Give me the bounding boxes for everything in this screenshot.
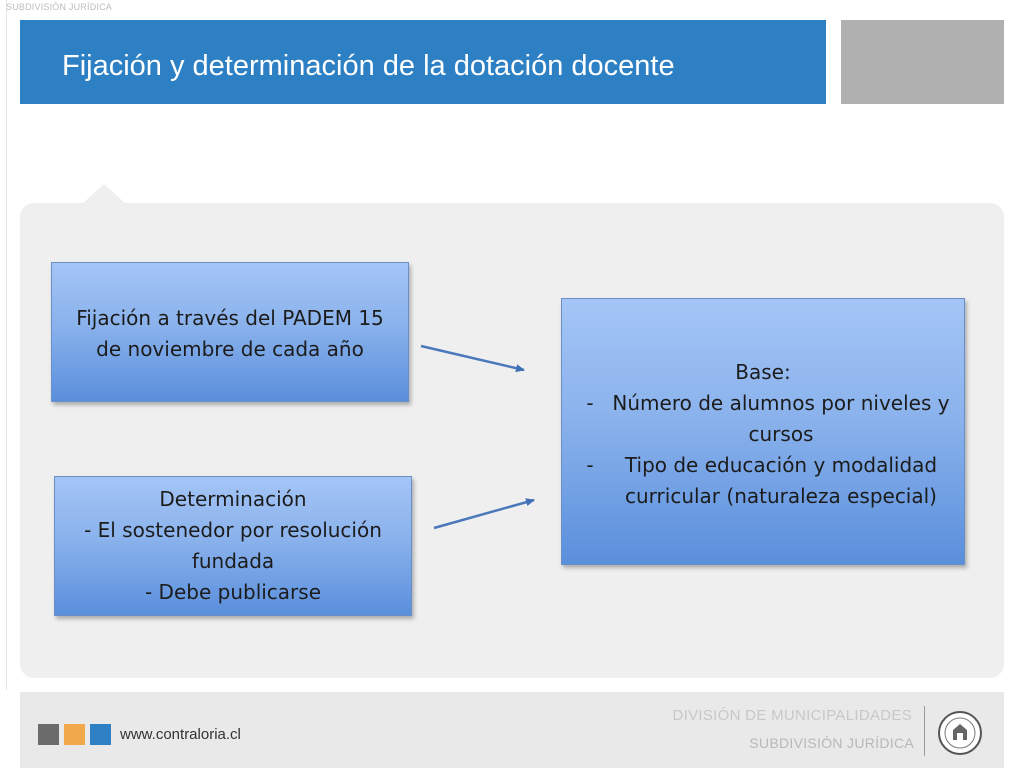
blue-square-icon <box>90 724 111 745</box>
base-bullet-1-line-2: cursos <box>748 422 814 446</box>
bullet-dash: - <box>586 391 594 415</box>
base-bullet-2-line-2: curricular (naturaleza especial) <box>625 484 937 508</box>
arrow-determinacion-to-base <box>434 500 534 528</box>
bullet-dash: - <box>586 453 594 477</box>
determinacion-line-4: - Debe publicarse <box>144 580 321 604</box>
fijacion-line-1: Fijación a través del PADEM 15 <box>76 306 384 330</box>
top-label: SUBDIVISIÓN JURÍDICA <box>6 2 113 12</box>
determinacion-line-2: - El sostenedor por resolución <box>84 518 382 542</box>
arrow-fijacion-to-base <box>421 346 524 370</box>
contraloria-seal-icon <box>937 710 983 756</box>
website-link[interactable]: www.contraloria.cl <box>120 726 241 743</box>
determinacion-line-1: Determinación <box>159 487 307 511</box>
division-label: DIVISIÓN DE MUNICIPALIDADES <box>672 707 912 724</box>
gray-square-icon <box>38 724 59 745</box>
subdivision-label: SUBDIVISIÓN JURÍDICA <box>749 735 914 751</box>
base-bullet-2-line-1: Tipo de educación y modalidad <box>624 453 938 477</box>
determinacion-line-3: fundada <box>191 549 275 573</box>
footer-divider <box>924 706 925 756</box>
slide-title: Fijación y determinación de la dotación docente <box>62 50 675 82</box>
orange-square-icon <box>64 724 85 745</box>
base-bullet-1-line-1: Número de alumnos por niveles y <box>612 391 950 415</box>
base-heading: Base: <box>735 360 791 384</box>
fijacion-line-2: de noviembre de cada año <box>96 337 364 361</box>
